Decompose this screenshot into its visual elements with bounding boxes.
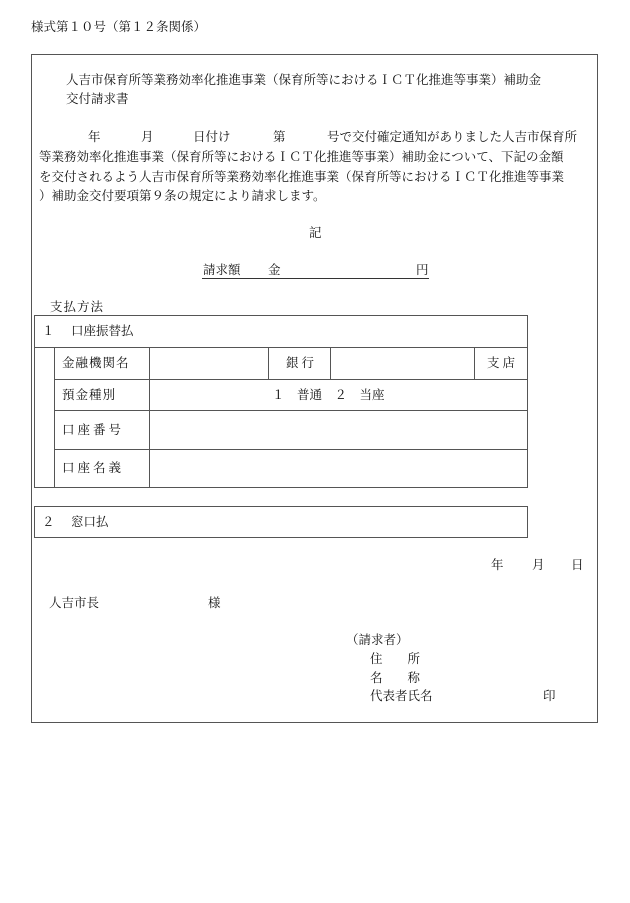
bank-name-label: 金融機関名: [62, 355, 130, 370]
account-holder-field[interactable]: [151, 451, 526, 487]
account-number-label: 口座番号: [62, 422, 125, 437]
intro-line-2: 等業務効率化推進事業（保育所等におけるＩＣＴ化推進等事業）補助金について、下記の金額: [39, 149, 564, 164]
branch-suffix: 支店: [487, 355, 519, 370]
date-month: 月: [532, 557, 545, 572]
intro-line-4: ）補助金交付要項第９条の規定により請求します。: [39, 188, 326, 203]
date-year: 年: [491, 557, 504, 572]
intro-number-prefix: 第: [273, 129, 286, 144]
requester-rep-label: 代表者氏名: [370, 688, 433, 703]
intro-year: 年: [88, 129, 101, 144]
account-type-label: 預金種別: [62, 387, 117, 402]
table-divider: [149, 347, 150, 488]
ki-heading: 記: [309, 225, 322, 240]
amount-kin: 金: [268, 262, 281, 277]
account-number-field[interactable]: [151, 412, 526, 448]
addressee-name: 人吉市長: [49, 595, 100, 610]
requester-heading: （請求者）: [346, 632, 409, 647]
intro-day: 日付け: [193, 129, 231, 144]
intro-line-1-rest: 号で交付確定通知がありました人吉市保育所: [327, 129, 578, 144]
table-divider: [54, 410, 528, 411]
seal-mark: 印: [543, 688, 556, 703]
table-divider: [330, 347, 331, 379]
account-type-value[interactable]: １ 普通 ２ 当座: [272, 387, 385, 402]
amount-underline: [202, 278, 429, 279]
table-divider: [54, 379, 528, 380]
form-number: 様式第１０号（第１２条関係）: [31, 19, 207, 34]
requester-address-label: 住 所: [370, 651, 421, 666]
title-line-1: 人吉市保育所等業務効率化推進事業（保育所等におけるＩＣＴ化推進等事業）補助金: [66, 72, 542, 87]
amount-yen: 円: [416, 262, 429, 277]
date-day: 日: [571, 557, 584, 572]
table-divider: [474, 347, 475, 379]
intro-month: 月: [141, 129, 154, 144]
table-divider: [54, 449, 528, 450]
account-holder-label: 口座名義: [62, 460, 125, 475]
option-counter-payment: ２ 窓口払: [42, 514, 109, 529]
bank-suffix: 銀行: [286, 355, 318, 370]
branch-name-field[interactable]: [332, 349, 472, 377]
addressee-honorific: 様: [208, 595, 221, 610]
amount-label: 請求額: [203, 262, 241, 277]
title-line-2: 交付請求書: [66, 91, 129, 106]
bank-name-field[interactable]: [151, 349, 266, 377]
requester-name-label: 名 称: [370, 670, 421, 685]
table-divider: [268, 347, 269, 379]
intro-line-3: を交付されるよう人吉市保育所等業務効率化推進事業（保育所等におけるＩＣＴ化推進等事業: [39, 169, 565, 184]
table-divider: [34, 347, 528, 348]
option-bank-transfer: １ 口座振替払: [42, 323, 134, 338]
payment-heading: 支払方法: [50, 299, 105, 314]
table-divider: [54, 347, 55, 488]
